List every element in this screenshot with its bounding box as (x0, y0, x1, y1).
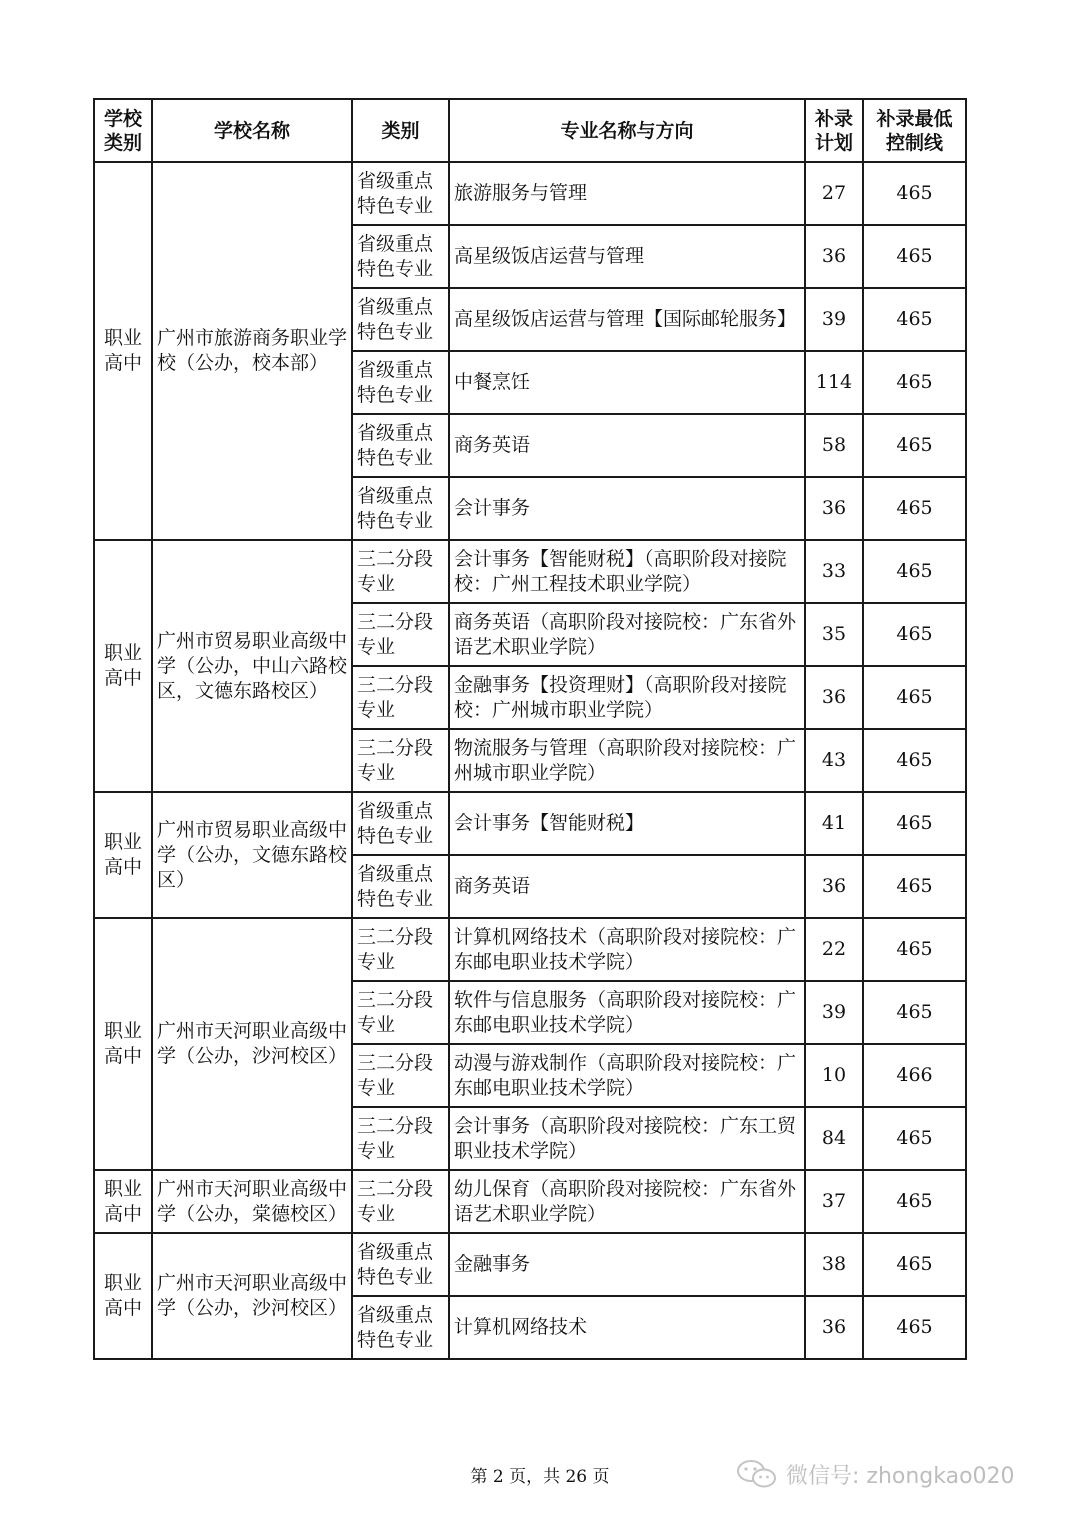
table-row (94, 162, 966, 225)
major-cell: 金融事务 (449, 1233, 805, 1296)
watermark-text: 微信号: zhongkao020 (786, 1463, 1015, 1489)
min-line-cell: 465 (863, 1233, 966, 1296)
min-line-cell: 465 (863, 729, 966, 792)
school-name-cell: 广州市旅游商务职业学校（公办，校本部） (152, 162, 352, 540)
major-cell: 动漫与游戏制作（高职阶段对接院校：广东邮电职业技术学院） (449, 1044, 805, 1107)
header-min-line: 补录最低 控制线 (863, 99, 966, 162)
table-row (94, 1170, 966, 1233)
min-line-cell: 465 (863, 603, 966, 666)
table-row (94, 540, 966, 603)
plan-cell: 58 (805, 414, 863, 477)
category-cell: 省级重点特色专业 (352, 414, 449, 477)
min-line-cell: 465 (863, 981, 966, 1044)
category-cell: 三二分段专业 (352, 981, 449, 1044)
major-cell: 计算机网络技术（高职阶段对接院校：广东邮电职业技术学院） (449, 918, 805, 981)
plan-cell: 36 (805, 666, 863, 729)
min-line-cell: 465 (863, 477, 966, 540)
category-cell: 省级重点特色专业 (352, 1296, 449, 1359)
school-type-cell: 职业 高中 (94, 1233, 152, 1359)
major-cell: 商务英语（高职阶段对接院校：广东省外语艺术职业学院） (449, 603, 805, 666)
school-type-cell: 职业 高中 (94, 1170, 152, 1233)
category-cell: 三二分段专业 (352, 1044, 449, 1107)
school-type-cell: 职业 高中 (94, 918, 152, 1170)
min-line-cell: 465 (863, 666, 966, 729)
school-name-cell: 广州市贸易职业高级中学（公办，文德东路校区） (152, 792, 352, 918)
plan-cell: 36 (805, 855, 863, 918)
major-cell: 幼儿保育（高职阶段对接院校：广东省外语艺术职业学院） (449, 1170, 805, 1233)
header-school-name: 学校名称 (152, 99, 352, 162)
min-line-cell: 465 (863, 162, 966, 225)
header-plan: 补录 计划 (805, 99, 863, 162)
major-cell: 金融事务【投资理财】（高职阶段对接院校：广州城市职业学院） (449, 666, 805, 729)
plan-cell: 41 (805, 792, 863, 855)
major-cell: 商务英语 (449, 414, 805, 477)
category-cell: 省级重点特色专业 (352, 288, 449, 351)
table-row (94, 1233, 966, 1296)
header-category: 类别 (352, 99, 449, 162)
min-line-cell: 465 (863, 1296, 966, 1359)
category-cell: 省级重点特色专业 (352, 855, 449, 918)
plan-cell: 36 (805, 225, 863, 288)
table-body (94, 162, 966, 1359)
school-name-cell: 广州市天河职业高级中学（公办，沙河校区） (152, 1233, 352, 1359)
school-name-cell: 广州市贸易职业高级中学（公办，中山六路校区，文德东路校区） (152, 540, 352, 792)
major-cell: 中餐烹饪 (449, 351, 805, 414)
major-cell: 会计事务 (449, 477, 805, 540)
major-cell: 高星级饭店运营与管理【国际邮轮服务】 (449, 288, 805, 351)
school-type-cell: 职业 高中 (94, 792, 152, 918)
min-line-cell: 465 (863, 414, 966, 477)
min-line-cell: 465 (863, 288, 966, 351)
plan-cell: 27 (805, 162, 863, 225)
plan-cell: 33 (805, 540, 863, 603)
min-line-cell: 465 (863, 855, 966, 918)
min-line-cell: 465 (863, 1107, 966, 1170)
major-cell: 计算机网络技术 (449, 1296, 805, 1359)
category-cell: 三二分段专业 (352, 1107, 449, 1170)
plan-cell: 38 (805, 1233, 863, 1296)
category-cell: 三二分段专业 (352, 603, 449, 666)
major-cell: 旅游服务与管理 (449, 162, 805, 225)
plan-cell: 36 (805, 477, 863, 540)
min-line-cell: 466 (863, 1044, 966, 1107)
major-cell: 会计事务（高职阶段对接院校：广东工贸职业技术学院） (449, 1107, 805, 1170)
header-major: 专业名称与方向 (449, 99, 805, 162)
school-name-cell: 广州市天河职业高级中学（公办，棠德校区） (152, 1170, 352, 1233)
category-cell: 省级重点特色专业 (352, 477, 449, 540)
plan-cell: 39 (805, 981, 863, 1044)
plan-cell: 43 (805, 729, 863, 792)
plan-cell: 36 (805, 1296, 863, 1359)
plan-cell: 84 (805, 1107, 863, 1170)
plan-cell: 22 (805, 918, 863, 981)
school-type-cell: 职业 高中 (94, 540, 152, 792)
plan-cell: 114 (805, 351, 863, 414)
wechat-icon (736, 1458, 778, 1490)
major-cell: 物流服务与管理（高职阶段对接院校：广州城市职业学院） (449, 729, 805, 792)
watermark (736, 1458, 1015, 1490)
page-number: 第 2 页，共 26 页 (470, 1467, 610, 1487)
major-cell: 会计事务【智能财税】（高职阶段对接院校：广州工程技术职业学院） (449, 540, 805, 603)
major-cell: 商务英语 (449, 855, 805, 918)
table-header (94, 99, 966, 162)
min-line-cell: 465 (863, 540, 966, 603)
table-row (94, 918, 966, 981)
category-cell: 三二分段专业 (352, 1170, 449, 1233)
major-cell: 软件与信息服务（高职阶段对接院校：广东邮电职业技术学院） (449, 981, 805, 1044)
category-cell: 省级重点特色专业 (352, 1233, 449, 1296)
min-line-cell: 465 (863, 792, 966, 855)
admission-table (93, 98, 967, 1360)
major-cell: 高星级饭店运营与管理 (449, 225, 805, 288)
school-type-cell: 职业 高中 (94, 162, 152, 540)
school-name-cell: 广州市天河职业高级中学（公办，沙河校区） (152, 918, 352, 1170)
plan-cell: 10 (805, 1044, 863, 1107)
min-line-cell: 465 (863, 1170, 966, 1233)
category-cell: 省级重点特色专业 (352, 225, 449, 288)
major-cell: 会计事务【智能财税】 (449, 792, 805, 855)
category-cell: 三二分段专业 (352, 540, 449, 603)
table-row (94, 792, 966, 855)
category-cell: 三二分段专业 (352, 918, 449, 981)
min-line-cell: 465 (863, 918, 966, 981)
plan-cell: 37 (805, 1170, 863, 1233)
category-cell: 三二分段专业 (352, 729, 449, 792)
category-cell: 三二分段专业 (352, 666, 449, 729)
plan-cell: 35 (805, 603, 863, 666)
category-cell: 省级重点特色专业 (352, 792, 449, 855)
min-line-cell: 465 (863, 351, 966, 414)
min-line-cell: 465 (863, 225, 966, 288)
plan-cell: 39 (805, 288, 863, 351)
category-cell: 省级重点特色专业 (352, 162, 449, 225)
header-school-type: 学校 类别 (94, 99, 152, 162)
category-cell: 省级重点特色专业 (352, 351, 449, 414)
